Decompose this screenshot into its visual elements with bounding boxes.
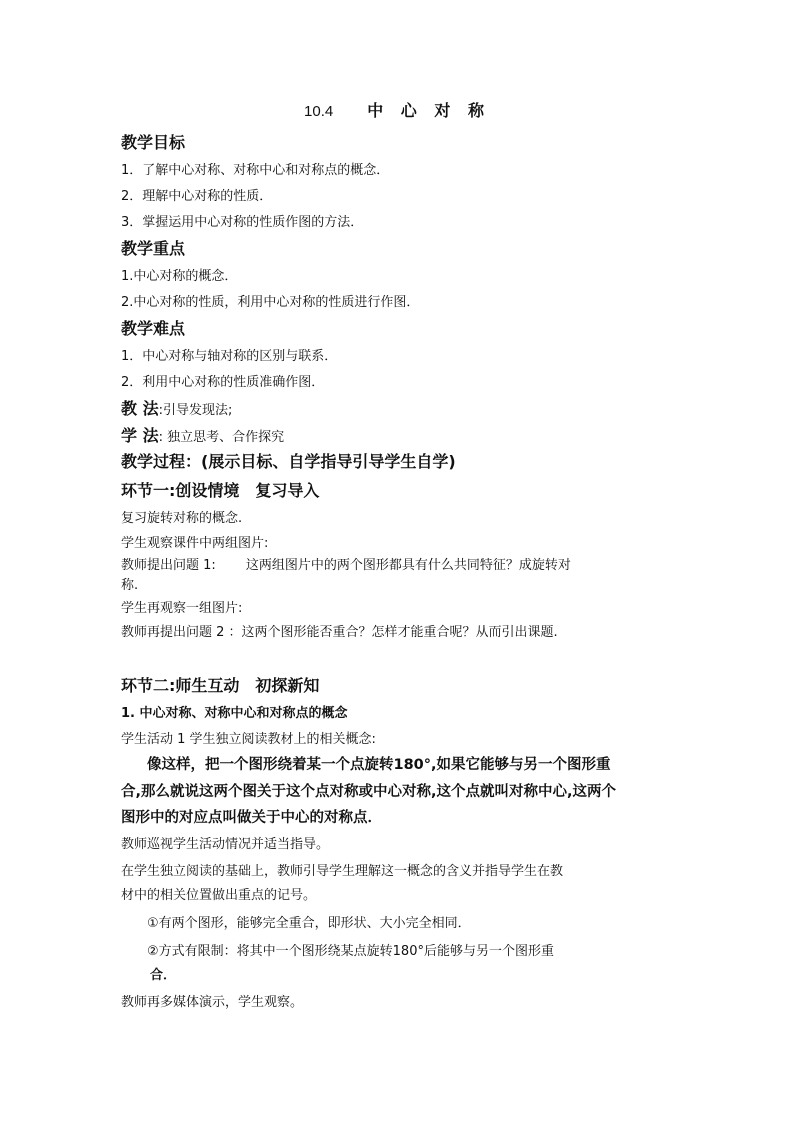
section-number: 10.4 (304, 103, 334, 120)
definition-line: 合,那么就说这两个图关于这个点对称或中心对称,这个点就叫对称中心,这两个 (121, 784, 617, 800)
section1-line: 教师提出问题 1: 这两组图片中的两个图形都具有什么共同特征？成旋转对 (121, 558, 571, 573)
section1-heading: 环节一:创设情境 复习导入 (121, 481, 320, 500)
page-title (0, 98, 794, 121)
process-heading: 教学过程：(展示目标、自学指导引导学生自学) (121, 452, 456, 471)
difficulties-heading: 教学难点 (121, 319, 186, 338)
paragraph-line: 在学生独立阅读的基础上，教师引导学生理解这一概念的含义并指导学生在教 (121, 864, 564, 879)
paragraph-line: 教师再多媒体演示，学生观察。 (121, 995, 304, 1010)
objective-item: 2．理解中心对称的性质． (121, 189, 273, 204)
learning-method-value: : 独立思考、合作探究 (158, 430, 285, 445)
teaching-method (121, 400, 681, 420)
point-item: ②方式有限制：将其中一个图形绕某点旋转180°后能够与另一个图形重 (147, 944, 554, 959)
objectives-heading: 教学目标 (121, 133, 186, 152)
key-point-item: 2.中心对称的性质，利用中心对称的性质进行作图． (121, 295, 420, 310)
section1-line: 学生观察课件中两组图片: (121, 536, 269, 551)
section1-line: 教师再提出问题 2 ：这两个图形能否重合？怎样才能重合呢？从而引出课题. (121, 625, 558, 640)
definition-line: 像这样，把一个图形绕着某一个点旋转180°,如果它能够与另一个图形重 (147, 757, 611, 773)
lesson-name: 中 心 对 称 (367, 101, 490, 120)
section1-line: 称. (121, 578, 139, 593)
teaching-method-label: 教 法 (121, 399, 159, 418)
difficulty-item: 1．中心对称与轴对称的区别与联系． (121, 349, 338, 364)
student-activity: 学生活动 1 学生独立阅读教材上的相关概念: (121, 732, 376, 747)
paragraph-line: 材中的相关位置做出重点的记号。 (121, 888, 317, 903)
section2-heading: 环节二:师生互动 初探新知 (121, 676, 320, 695)
point-item: ①有两个图形，能够完全重合，即形状、大小完全相同． (147, 916, 471, 931)
difficulty-item: 2．利用中心对称的性质准确作图． (121, 375, 325, 390)
key-point-item: 1.中心对称的概念． (121, 269, 238, 284)
section1-line: 学生再观察一组图片: (121, 601, 243, 616)
key-points-heading: 教学重点 (121, 239, 186, 258)
definition-line: 图形中的对应点叫做关于中心的对称点． (121, 810, 382, 826)
point-item: 合． (150, 968, 177, 983)
section2-subheading: 1. 中心对称、对称中心和对称点的概念 (121, 706, 348, 721)
teaching-method-value: :引导发现法; (158, 403, 233, 418)
objective-item: 3．掌握运用中心对称的性质作图的方法． (121, 215, 364, 230)
learning-method (121, 427, 681, 447)
learning-method-label: 学 法 (121, 426, 159, 445)
paragraph-line: 教师巡视学生活动情况并适当指导。 (121, 837, 330, 852)
objective-item: 1．了解中心对称、对称中心和对称点的概念． (121, 163, 390, 178)
section1-line: 复习旋转对称的概念. (121, 511, 243, 526)
